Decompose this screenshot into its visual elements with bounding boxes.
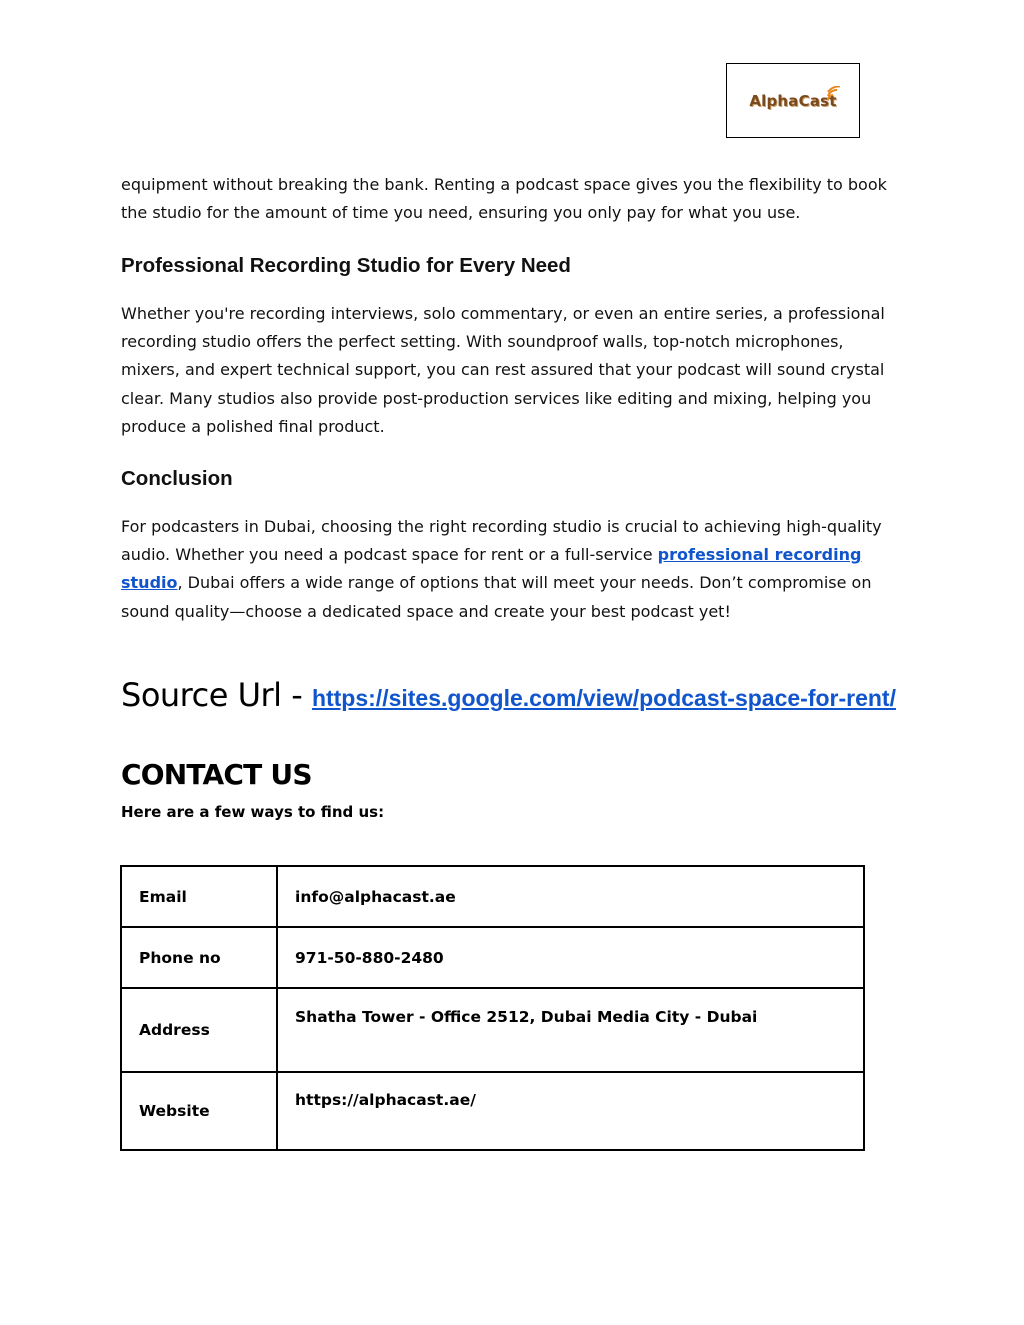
contact-key-email: Email: [121, 866, 277, 927]
contact-key-website: Website: [121, 1072, 277, 1150]
professional-recording-studio-link[interactable]: professional recording studio: [121, 545, 862, 593]
contact-value-email: info@alphacast.ae: [277, 866, 864, 927]
contact-subtitle: Here are a few ways to find us:: [121, 803, 385, 821]
contact-key-address: Address: [121, 988, 277, 1072]
table-row: [121, 927, 864, 988]
logo-wordmark: AlphaCast: [749, 91, 837, 110]
contact-value-address: Shatha Tower - Office 2512, Dubai Media City - Dubai: [277, 988, 864, 1072]
source-url-line: [121, 676, 896, 714]
section-heading-professional-studio: Professional Recording Studio for Every Need: [121, 254, 571, 277]
logo: [726, 63, 860, 138]
conclusion-text-after-link: , Dubai offers a wide range of options that will meet your needs. Don’t compromise on sound quality—choose a dedicated space and create your best podcast yet!: [121, 573, 872, 621]
contact-value-phone: 971-50-880-2480: [277, 927, 864, 988]
conclusion-paragraph: [121, 513, 901, 626]
broadcast-waves-icon: [825, 86, 845, 106]
section-paragraph-professional-studio: Whether you're recording interviews, solo commentary, or even an entire series, a professional recording studio offers the perfect setting. With soundproof walls, top-notch microphones, mixers, and expert technical support, you can rest assured that your podcast will sound crystal clear. Many studios also provide post-production services like editing and mixing, helping you produce a polished final product.: [121, 304, 885, 436]
intro-paragraph: equipment without breaking the bank. Renting a podcast space gives you the flexibility to book the studio for the amount of time you need, ensuring you only pay for what you use.: [121, 175, 887, 223]
source-url-label: Source Url -: [121, 676, 312, 714]
contact-title: CONTACT US: [121, 758, 312, 791]
contact-table: [120, 865, 865, 1151]
table-row: [121, 866, 864, 927]
contact-key-phone: Phone no: [121, 927, 277, 988]
section-heading-conclusion: Conclusion: [121, 467, 233, 490]
conclusion-text-before-link: For podcasters in Dubai, choosing the right recording studio is crucial to achieving high-quality audio. Whether you need a podcast space for rent or a full-service: [121, 517, 882, 565]
contact-value-website: https://alphacast.ae/: [277, 1072, 864, 1150]
table-row: [121, 1072, 864, 1150]
table-row: [121, 988, 864, 1072]
source-url-link[interactable]: https://sites.google.com/view/podcast-space-for-rent/: [311, 685, 896, 711]
